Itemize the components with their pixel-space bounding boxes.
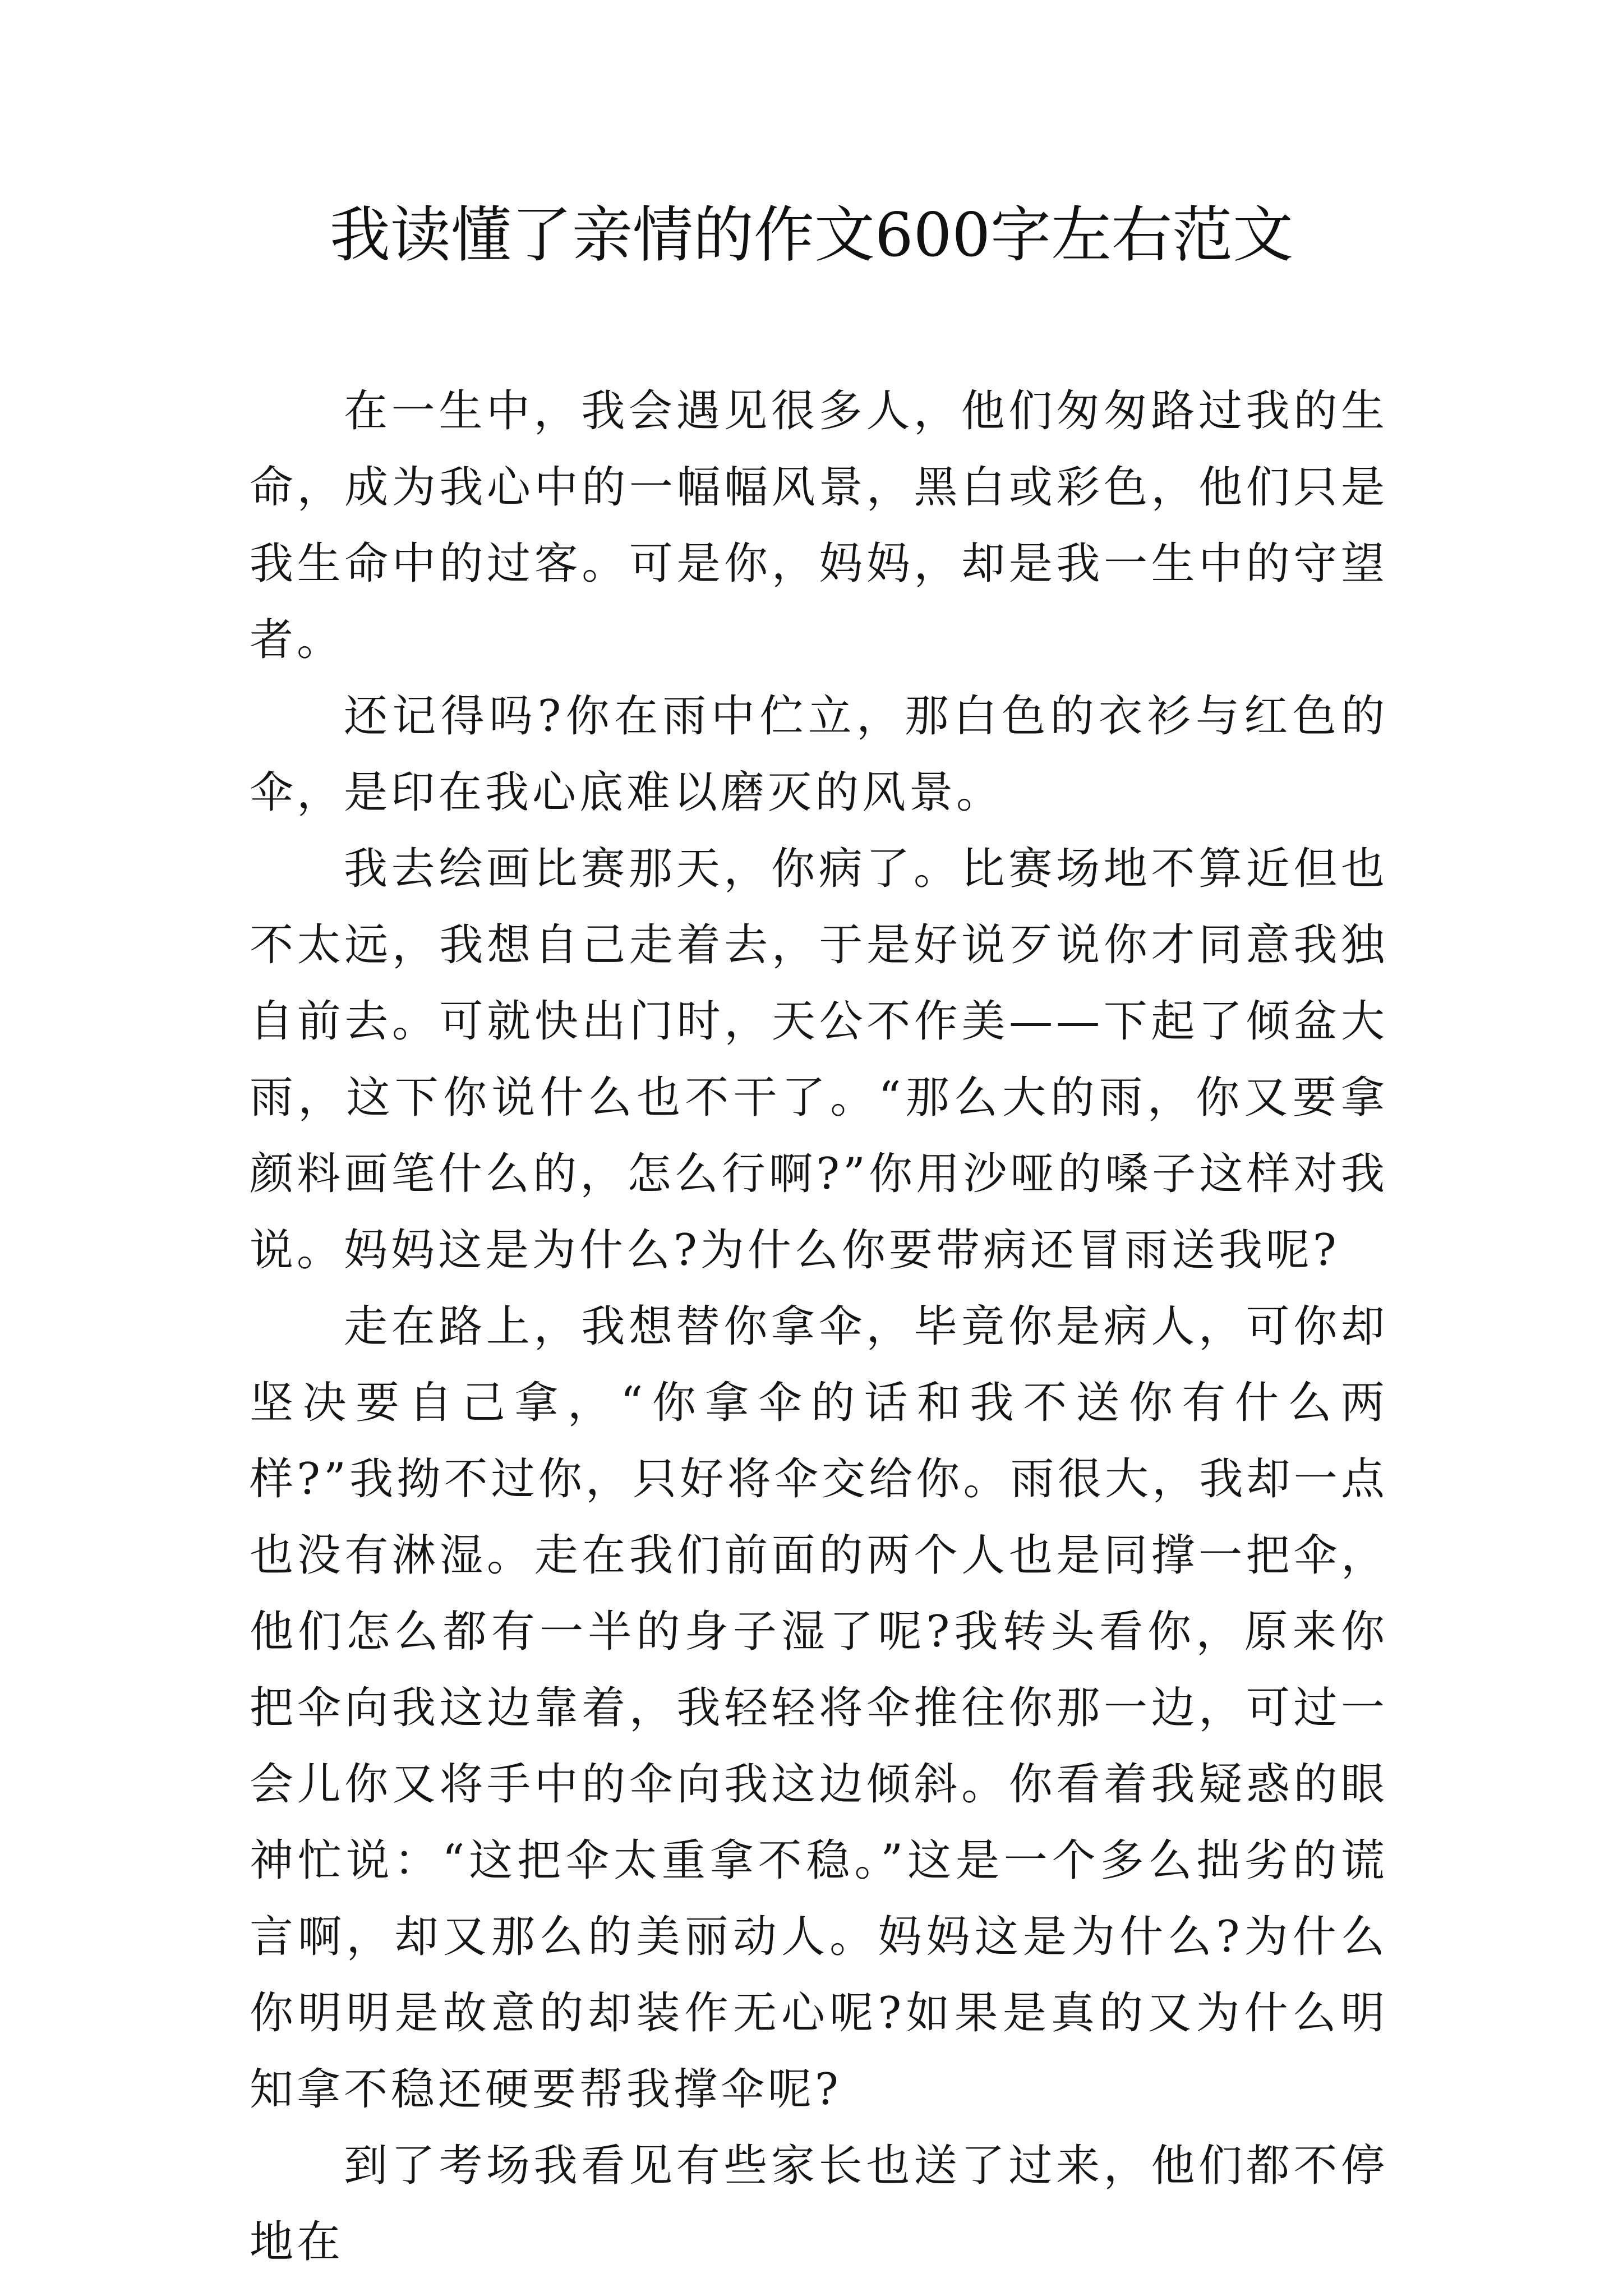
paragraph-4: 走在路上，我想替你拿伞，毕竟你是病人，可你却坚决要自己拿，“你拿伞的话和我不送你有什么两样?”我拗不过你，只好将伞交给你。雨很大，我却一点也没有淋湿。走在我们前面的两个人也是同撑一把伞，他们怎么都有一半的身子湿了呢?我转头看你，原来你把伞向我这边靠着，我轻轻将伞推往你那一边，可过一会儿你又将手中的伞向我这边倾斜。你看着我疑惑的眼神忙说：“这把伞太重拿不稳。”这是一个多么拙劣的谎言啊，却又那么的美丽动人。妈妈这是为什么?为什么你明明是故意的却装作无心呢?如果是真的又为什么明知拿不稳还硬要帮我撑伞呢? (250, 1301, 1388, 2115)
paragraph-3: 我去绘画比赛那天，你病了。比赛场地不算近但也不太远，我想自己走着去，于是好说歹说你才同意我独自前去。可就快出门时，天公不作美——下起了倾盆大雨，这下你说什么也不干了。“那么大的雨，你又要拿颜料画笔什么的，怎么行啊?”你用沙哑的嗓子这样对我说。妈妈这是为什么?为什么你要带病还冒雨送我呢? (250, 844, 1388, 1276)
paragraph-5: 到了考场我看见有些家长也送了过来，他们都不停地在 (250, 2141, 1388, 2267)
paragraph-2: 还记得吗?你在雨中伫立，那白色的衣衫与红色的伞，是印在我心底难以磨灭的风景。 (250, 691, 1388, 818)
document-title: 我读懂了亲情的作文600字左右范文 (329, 200, 1294, 270)
paragraph-1: 在一生中，我会遇见很多人，他们匆匆路过我的生命，成为我心中的一幅幅风景，黑白或彩色，他们只是我生命中的过客。可是你，妈妈，却是我一生中的守望者。 (250, 386, 1388, 665)
document-body (250, 373, 1388, 2280)
